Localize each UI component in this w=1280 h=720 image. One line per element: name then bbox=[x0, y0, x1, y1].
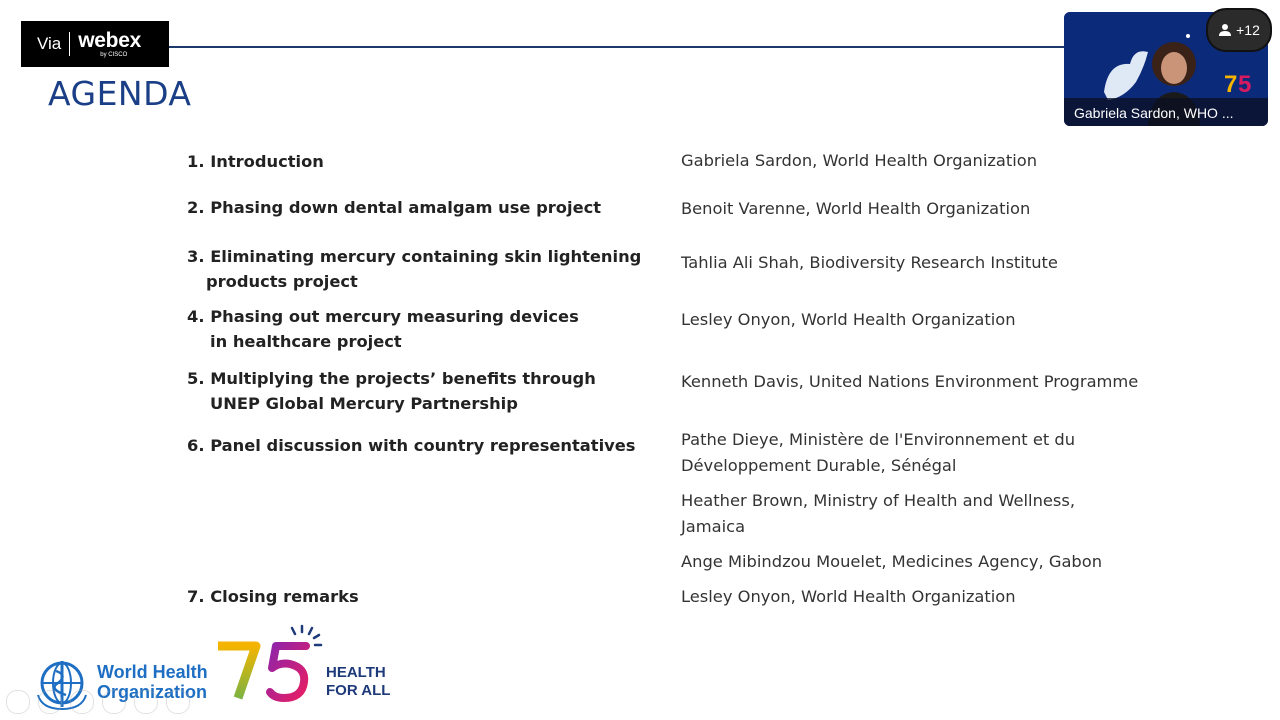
agenda-item-7 bbox=[187, 584, 359, 609]
svg-text:5: 5 bbox=[1238, 71, 1252, 98]
agenda-item-label: Phasing down dental amalgam use project bbox=[210, 198, 602, 217]
agenda-item-label-cont: UNEP Global Mercury Partnership bbox=[210, 394, 518, 413]
agenda-item-4 bbox=[187, 304, 579, 354]
who-line-1: World Health bbox=[97, 662, 208, 682]
svg-text:7: 7 bbox=[1224, 71, 1238, 98]
agenda-item-label: Closing remarks bbox=[210, 587, 359, 606]
title-rule bbox=[169, 46, 1065, 48]
copy-icon[interactable] bbox=[102, 690, 126, 714]
speaker-line: Jamaica bbox=[681, 517, 746, 536]
more-icon[interactable] bbox=[166, 690, 190, 714]
agenda-item-number: 1. bbox=[187, 152, 205, 171]
agenda-item-number: 5. bbox=[187, 369, 205, 388]
page-title: AGENDA bbox=[48, 74, 192, 113]
via-label: Via bbox=[37, 34, 62, 53]
agenda-item-3 bbox=[187, 244, 641, 294]
speaker-3: Tahlia Ali Shah, Biodiversity Research Institute bbox=[681, 253, 1058, 272]
hfa-line-2: FOR ALL bbox=[326, 682, 391, 699]
agenda-item-number: 7. bbox=[187, 587, 205, 606]
agenda-item-label: Panel discussion with country representatives bbox=[210, 436, 636, 455]
health-for-all-label bbox=[326, 664, 390, 700]
prev-slide-icon[interactable] bbox=[6, 690, 30, 714]
webex-logo bbox=[78, 30, 141, 58]
agenda-item-label-cont: in healthcare project bbox=[210, 332, 402, 351]
participant-count: +12 bbox=[1236, 22, 1260, 38]
participant-name: Gabriela Sardon, WHO ... bbox=[1074, 105, 1234, 121]
slide-toolbar bbox=[6, 690, 226, 714]
pen-icon[interactable] bbox=[70, 690, 94, 714]
hfa-line-1: HEALTH bbox=[326, 664, 386, 681]
agenda-item-2 bbox=[187, 195, 601, 220]
who-line-2: Organization bbox=[97, 682, 208, 702]
zoom-icon[interactable] bbox=[134, 690, 158, 714]
agenda-item-6 bbox=[187, 433, 636, 458]
speaker-line: Pathe Dieye, Ministère de l'Environnement et du bbox=[681, 430, 1076, 449]
agenda-item-number: 4. bbox=[187, 307, 205, 326]
agenda-item-label: Eliminating mercury containing skin lightening bbox=[210, 247, 642, 266]
speaker-5: Kenneth Davis, United Nations Environment Programme bbox=[681, 372, 1139, 391]
speaker-1: Gabriela Sardon, World Health Organization bbox=[681, 151, 1038, 170]
speaker-line: Heather Brown, Ministry of Health and Wellness, bbox=[681, 491, 1076, 510]
speaker-7: Lesley Onyon, World Health Organization bbox=[681, 587, 1016, 606]
speaker-6c: Ange Mibindzou Mouelet, Medicines Agency, Gabon bbox=[681, 552, 1103, 571]
webex-badge bbox=[21, 21, 169, 67]
agenda-item-label: Multiplying the projects’ benefits through bbox=[210, 369, 596, 388]
speaker-6b bbox=[681, 488, 1075, 540]
agenda-item-number: 6. bbox=[187, 436, 205, 455]
person-icon bbox=[1218, 23, 1232, 37]
badge-divider bbox=[69, 32, 70, 56]
agenda-item-5 bbox=[187, 366, 596, 416]
agenda-item-1 bbox=[187, 149, 324, 174]
agenda-item-label-cont: products project bbox=[206, 272, 358, 291]
participants-button[interactable] bbox=[1206, 8, 1272, 52]
pointer-icon[interactable] bbox=[38, 690, 62, 714]
speaker-6a bbox=[681, 427, 1075, 479]
agenda-item-label: Introduction bbox=[210, 152, 324, 171]
speaker-2: Benoit Varenne, World Health Organization bbox=[681, 199, 1031, 218]
agenda-item-number: 2. bbox=[187, 198, 205, 217]
speaker-4: Lesley Onyon, World Health Organization bbox=[681, 310, 1016, 329]
cisco-wordmark: by CISCO bbox=[100, 52, 128, 58]
agenda-item-label: Phasing out mercury measuring devices bbox=[210, 307, 579, 326]
speaker-line: Développement Durable, Sénégal bbox=[681, 456, 957, 475]
webex-wordmark: webex bbox=[78, 29, 141, 52]
agenda-item-number: 3. bbox=[187, 247, 205, 266]
